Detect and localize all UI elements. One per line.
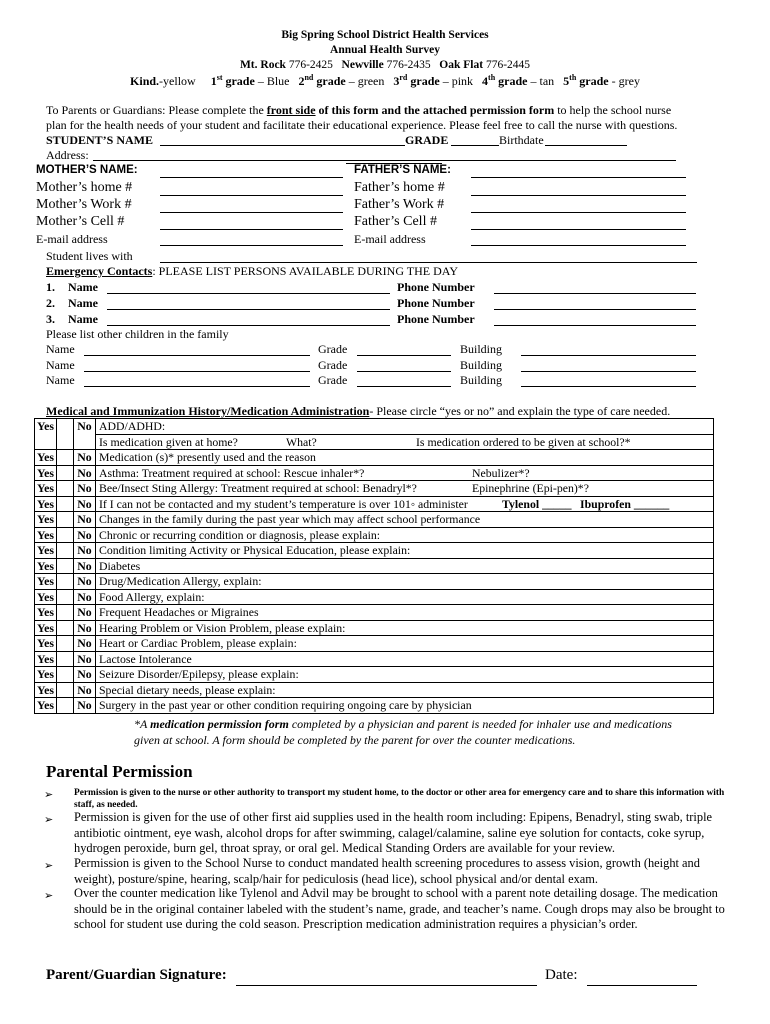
- medical-heading: [46, 404, 670, 419]
- table-row: [35, 620, 714, 636]
- school-name: Oak Flat: [439, 59, 484, 71]
- mother-home-field[interactable]: [160, 195, 343, 196]
- intro-line-1: [46, 103, 671, 118]
- permission-item: Permission is given to the School Nurse to conduct mandated health screening procedures to assess vision, growth (height and weight), posture/spine, hearing, scalp/hair for pediculosis (head lice), school physical and/or dental exam.: [74, 856, 700, 886]
- no-option[interactable]: No: [74, 589, 96, 605]
- mother-email-label: E-mail address: [36, 232, 108, 246]
- condition-text: Medication (s)* presently used and the reason: [96, 450, 714, 466]
- table-gap: [57, 543, 74, 559]
- condition-text: Condition limiting Activity or Physical Education, please explain:: [96, 543, 714, 559]
- no-option[interactable]: No: [74, 558, 96, 574]
- medical-heading-rest: - Please circle “yes or no” and explain the type of care needed.: [369, 404, 671, 418]
- intro-text: To Parents or Guardians: Please complete the: [46, 103, 267, 117]
- permission-item: Permission is given to the nurse or other authority to transport my student home, to the doctor or other area for emergency care and to share this information with staff, as needed.: [74, 788, 725, 810]
- grade-4: 4: [482, 74, 489, 88]
- condition-text: Drug/Medication Allergy, explain:: [96, 574, 714, 590]
- table-row: [35, 450, 714, 466]
- grade-5-color: - grey: [611, 74, 640, 88]
- table-gap: [57, 620, 74, 636]
- condition-text: Chronic or recurring condition or diagnosis, please explain:: [96, 527, 714, 543]
- table-gap: [57, 682, 74, 698]
- father-name-underline: [346, 163, 442, 164]
- contact-name-field[interactable]: [107, 309, 390, 310]
- address-field[interactable]: [93, 160, 676, 161]
- contact-phone-label: Phone Number: [397, 280, 475, 294]
- table-gap: [57, 450, 74, 466]
- no-option[interactable]: No: [74, 450, 96, 466]
- no-option[interactable]: No: [74, 682, 96, 698]
- no-option[interactable]: No: [74, 419, 96, 450]
- condition-text: Diabetes: [96, 558, 714, 574]
- mother-name-field[interactable]: [160, 177, 343, 178]
- table-row: [35, 527, 714, 543]
- child-grade-field[interactable]: [357, 386, 451, 387]
- no-option[interactable]: No: [74, 543, 96, 559]
- intro-front-side: front side: [266, 103, 316, 117]
- table-row: [35, 651, 714, 667]
- child-name-field[interactable]: [84, 371, 310, 372]
- table-gap: [57, 496, 74, 512]
- mother-cell-label: Mother’s Cell #: [36, 214, 125, 229]
- contact-num: 1.: [46, 280, 55, 294]
- emergency-heading-rest: : PLEASE LIST PERSONS AVAILABLE DURING THE DAY: [152, 264, 459, 278]
- grade-4-label: grade: [498, 74, 528, 88]
- child-building-label: Building: [460, 373, 503, 387]
- no-option[interactable]: No: [74, 481, 96, 497]
- grade-3: 3: [393, 74, 400, 88]
- condition-text: Special dietary needs, please explain:: [96, 682, 714, 698]
- grade-4-color: – tan: [530, 74, 555, 88]
- yes-option[interactable]: Yes: [35, 527, 57, 543]
- child-grade-label: Grade: [318, 373, 348, 387]
- child-name-label: Name: [46, 358, 75, 372]
- adhd-questions: [96, 434, 714, 450]
- yes-option[interactable]: Yes: [35, 419, 57, 450]
- permission-item: Permission is given for the use of other first aid supplies used in the health room including: Epipens, Benadryl, sting swab, triple antibiotic ointment, eye wash, alcohol drops for after swimming, calagel/calamine, saline eye solution for contacts, coke syrup, hydrogen peroxide, burn gel, throat spray, or oral gel. Medical Standing Orders are available for your review.: [74, 810, 713, 855]
- father-home-field[interactable]: [471, 195, 686, 196]
- no-option[interactable]: No: [74, 465, 96, 481]
- child-grade-field[interactable]: [357, 371, 451, 372]
- child-grade-label: Grade: [318, 358, 348, 372]
- note-bold: medication permission form: [150, 717, 289, 731]
- note-rest: completed by a physician and parent is needed for inhaler use and medications: [288, 717, 672, 731]
- table-row: [35, 558, 714, 574]
- table-row: [35, 512, 714, 528]
- condition-text: Bee/Insect Sting Allergy: Treatment required at school: Benadryl*?: [99, 481, 417, 496]
- table-row: [35, 605, 714, 621]
- table-row: [35, 434, 714, 450]
- child-name-field[interactable]: [84, 386, 310, 387]
- form-title: Big Spring School District Health Services: [281, 29, 489, 41]
- table-gap: [57, 512, 74, 528]
- contact-name-field[interactable]: [107, 325, 390, 326]
- yes-option[interactable]: Yes: [35, 605, 57, 621]
- child-name-label: Name: [46, 342, 75, 356]
- grade-3-label: grade: [410, 74, 440, 88]
- contact-phone-field[interactable]: [494, 309, 696, 310]
- child-building-field[interactable]: [521, 355, 696, 356]
- mother-cell-field[interactable]: [160, 229, 343, 230]
- table-gap: [57, 481, 74, 497]
- contact-num: 2.: [46, 296, 55, 310]
- grade-kind-color: -yellow: [159, 74, 196, 88]
- school-phones: [0, 59, 770, 71]
- no-option[interactable]: No: [74, 667, 96, 683]
- birthdate-label: Birthdate: [499, 133, 544, 147]
- table-row: [35, 682, 714, 698]
- table-gap: [57, 667, 74, 683]
- yes-option[interactable]: Yes: [35, 496, 57, 512]
- father-home-label: Father’s home #: [354, 180, 445, 195]
- condition-text: Seizure Disorder/Epilepsy, please explain:: [96, 667, 714, 683]
- contact-name-label: Name: [68, 280, 98, 294]
- table-gap: [57, 527, 74, 543]
- table-row: [35, 543, 714, 559]
- father-name-field[interactable]: [471, 177, 686, 178]
- table-gap: [57, 558, 74, 574]
- grade-kind: Kind.: [130, 74, 160, 88]
- lives-with-label: Student lives with: [46, 249, 133, 263]
- medication-note: [134, 717, 672, 732]
- grade-2-label: grade: [316, 74, 346, 88]
- grade-1: 1: [210, 74, 217, 88]
- table-row: [35, 698, 714, 714]
- no-option[interactable]: No: [74, 496, 96, 512]
- mother-name-label: MOTHER’S NAME:: [36, 164, 138, 176]
- table-gap: [57, 698, 74, 714]
- table-row: [35, 667, 714, 683]
- grade-1-label: grade: [225, 74, 255, 88]
- condition-cell: [96, 481, 714, 497]
- school-phone: 776-2425: [288, 59, 333, 71]
- yes-option[interactable]: Yes: [35, 620, 57, 636]
- grade-1-sup: st: [216, 73, 223, 82]
- table-row: [35, 419, 714, 435]
- condition-text: Changes in the family during the past year which may affect school performance: [96, 512, 714, 528]
- father-cell-label: Father’s Cell #: [354, 214, 437, 229]
- note-star: *A: [134, 717, 151, 731]
- grade-5-sup: th: [569, 73, 577, 82]
- permission-title: Parental Permission: [46, 762, 193, 781]
- grade-colors: [0, 73, 770, 89]
- no-option[interactable]: No: [74, 605, 96, 621]
- no-option[interactable]: No: [74, 512, 96, 528]
- mother-work-field[interactable]: [160, 212, 343, 213]
- no-option[interactable]: No: [74, 636, 96, 652]
- no-option[interactable]: No: [74, 574, 96, 590]
- table-gap: [57, 589, 74, 605]
- grade-3-color: – pink: [442, 74, 474, 88]
- father-name-label: FATHER’S NAME:: [354, 164, 451, 176]
- bullet-icon: ➢: [44, 860, 54, 872]
- grade-3-sup: rd: [399, 73, 408, 82]
- mother-work-label: Mother’s Work #: [36, 197, 132, 212]
- grade-5: 5: [563, 74, 570, 88]
- grade-2: 2: [298, 74, 305, 88]
- signature-field[interactable]: [236, 985, 537, 986]
- contact-phone-field[interactable]: [494, 293, 696, 294]
- contact-name-label: Name: [68, 296, 98, 310]
- school-phone: 776-2435: [386, 59, 431, 71]
- child-building-field[interactable]: [521, 371, 696, 372]
- tylenol-option[interactable]: Tylenol _____: [502, 496, 572, 511]
- bullet-icon: ➢: [44, 814, 54, 826]
- father-email-field[interactable]: [471, 245, 686, 246]
- school-name: Newville: [341, 59, 384, 71]
- lives-with-field[interactable]: [160, 262, 697, 263]
- condition-text: Frequent Headaches or Migraines: [96, 605, 714, 621]
- child-building-field[interactable]: [521, 386, 696, 387]
- intro-line-2: plan for the health needs of your student and facilitate their educational experience. Please feel free to call the nurse with questions.: [46, 118, 678, 132]
- emergency-heading-bold: Emergency Contacts: [46, 264, 153, 278]
- mother-home-label: Mother’s home #: [36, 180, 133, 195]
- no-option[interactable]: No: [74, 651, 96, 667]
- condition-text: Asthma: Treatment required at school: Rescue inhaler*?: [99, 465, 365, 480]
- table-row: [35, 496, 714, 512]
- school-phone: 776-2445: [485, 59, 531, 71]
- contact-name-label: Name: [68, 312, 98, 326]
- table-gap: [57, 419, 74, 450]
- grade-field[interactable]: [451, 145, 499, 146]
- condition-text: Lactose Intolerance: [96, 651, 714, 667]
- grade-label: GRADE: [405, 133, 449, 147]
- yes-option[interactable]: Yes: [35, 636, 57, 652]
- yes-option[interactable]: Yes: [35, 543, 57, 559]
- school-name: Mt. Rock: [239, 59, 286, 71]
- child-grade-label: Grade: [318, 342, 348, 356]
- table-gap: [57, 605, 74, 621]
- condition-text: Surgery in the past year or other condition requiring ongoing care by physician: [96, 698, 714, 714]
- yes-option[interactable]: Yes: [35, 450, 57, 466]
- yes-option[interactable]: Yes: [35, 589, 57, 605]
- contact-phone-field[interactable]: [494, 325, 696, 326]
- medication-note-line-2: given at school. A form should be completed by the parent for over the counter medications.: [134, 733, 576, 747]
- yes-option[interactable]: Yes: [35, 481, 57, 497]
- child-name-label: Name: [46, 373, 75, 387]
- adhd-home-question: Is medication given at home?: [99, 434, 238, 449]
- contact-phone-label: Phone Number: [397, 312, 475, 326]
- father-work-field[interactable]: [471, 212, 686, 213]
- yes-option[interactable]: Yes: [35, 574, 57, 590]
- table-gap: [57, 465, 74, 481]
- yes-option[interactable]: Yes: [35, 465, 57, 481]
- table-row: [35, 636, 714, 652]
- grade-2-sup: nd: [304, 73, 314, 82]
- table-gap: [57, 651, 74, 667]
- condition-extra: Epinephrine (Epi-pen)*?: [472, 481, 589, 496]
- contact-num: 3.: [46, 312, 55, 326]
- condition-extra: Nebulizer*?: [472, 465, 530, 480]
- father-cell-field[interactable]: [471, 229, 686, 230]
- permission-item: Over the counter medication like Tylenol and Advil may be brought to school with a parent note detailing dosage. The medication should be in the original container labeled with the student’s name, grade, and teacher’s name. Cough drops may also be brought to school for student use during the cold season. Prescription medication administration requires a physician’s order.: [74, 886, 725, 931]
- yes-option[interactable]: Yes: [35, 667, 57, 683]
- grade-1-color: – Blue: [257, 74, 290, 88]
- yes-option[interactable]: Yes: [35, 651, 57, 667]
- medical-history-table: [34, 418, 714, 714]
- condition-text: Hearing Problem or Vision Problem, please explain:: [96, 620, 714, 636]
- child-building-label: Building: [460, 358, 503, 372]
- table-gap: [57, 574, 74, 590]
- table-gap: [57, 636, 74, 652]
- adhd-what-question: What?: [286, 434, 317, 449]
- bullet-icon: ➢: [44, 789, 54, 801]
- grade-4-sup: th: [488, 73, 496, 82]
- date-label: Date:: [545, 967, 578, 983]
- table-row: [35, 574, 714, 590]
- table-row: [35, 481, 714, 497]
- form-subtitle: Annual Health Survey: [330, 44, 440, 56]
- no-option[interactable]: No: [74, 698, 96, 714]
- father-email-label: E-mail address: [354, 232, 426, 246]
- intro-bold: of this form and the attached permission form: [315, 103, 555, 117]
- condition-cell: [96, 465, 714, 481]
- no-option[interactable]: No: [74, 620, 96, 636]
- mother-email-field[interactable]: [160, 245, 343, 246]
- grade-2-color: – green: [348, 74, 385, 88]
- bullet-icon: ➢: [44, 890, 54, 902]
- condition-text: Heart or Cardiac Problem, please explain:: [96, 636, 714, 652]
- children-intro: Please list other children in the family: [46, 327, 229, 341]
- child-grade-field[interactable]: [357, 355, 451, 356]
- emergency-heading: [46, 264, 458, 279]
- table-row: [35, 465, 714, 481]
- contact-name-field[interactable]: [107, 293, 390, 294]
- intro-text-end: to help the school nurse: [554, 103, 672, 117]
- contact-phone-label: Phone Number: [397, 296, 475, 310]
- condition-text: Food Allergy, explain:: [96, 589, 714, 605]
- condition-cell: [96, 496, 714, 512]
- child-name-field[interactable]: [84, 355, 310, 356]
- ibuprofen-option[interactable]: Ibuprofen ______: [580, 496, 670, 511]
- student-name-field[interactable]: [160, 145, 405, 146]
- yes-option[interactable]: Yes: [35, 682, 57, 698]
- signature-label: Parent/Guardian Signature:: [46, 967, 227, 983]
- condition-text: If I can not be contacted and my student’s temperature is over 101◦ administer: [99, 496, 468, 511]
- no-option[interactable]: No: [74, 527, 96, 543]
- grade-5-label: grade: [579, 74, 609, 88]
- date-field[interactable]: [587, 985, 697, 986]
- medical-heading-bold: Medical and Immunization History/Medication Administration: [46, 404, 370, 418]
- yes-option[interactable]: Yes: [35, 558, 57, 574]
- adhd-label: ADD/ADHD:: [96, 419, 714, 435]
- student-name-label: STUDENT’S NAME: [46, 133, 154, 147]
- child-building-label: Building: [460, 342, 503, 356]
- adhd-school-question: Is medication ordered to be given at school?*: [416, 434, 631, 449]
- father-work-label: Father’s Work #: [354, 197, 445, 212]
- birthdate-field[interactable]: [545, 145, 627, 146]
- yes-option[interactable]: Yes: [35, 698, 57, 714]
- yes-option[interactable]: Yes: [35, 512, 57, 528]
- address-label: Address:: [46, 148, 89, 162]
- table-row: [35, 589, 714, 605]
